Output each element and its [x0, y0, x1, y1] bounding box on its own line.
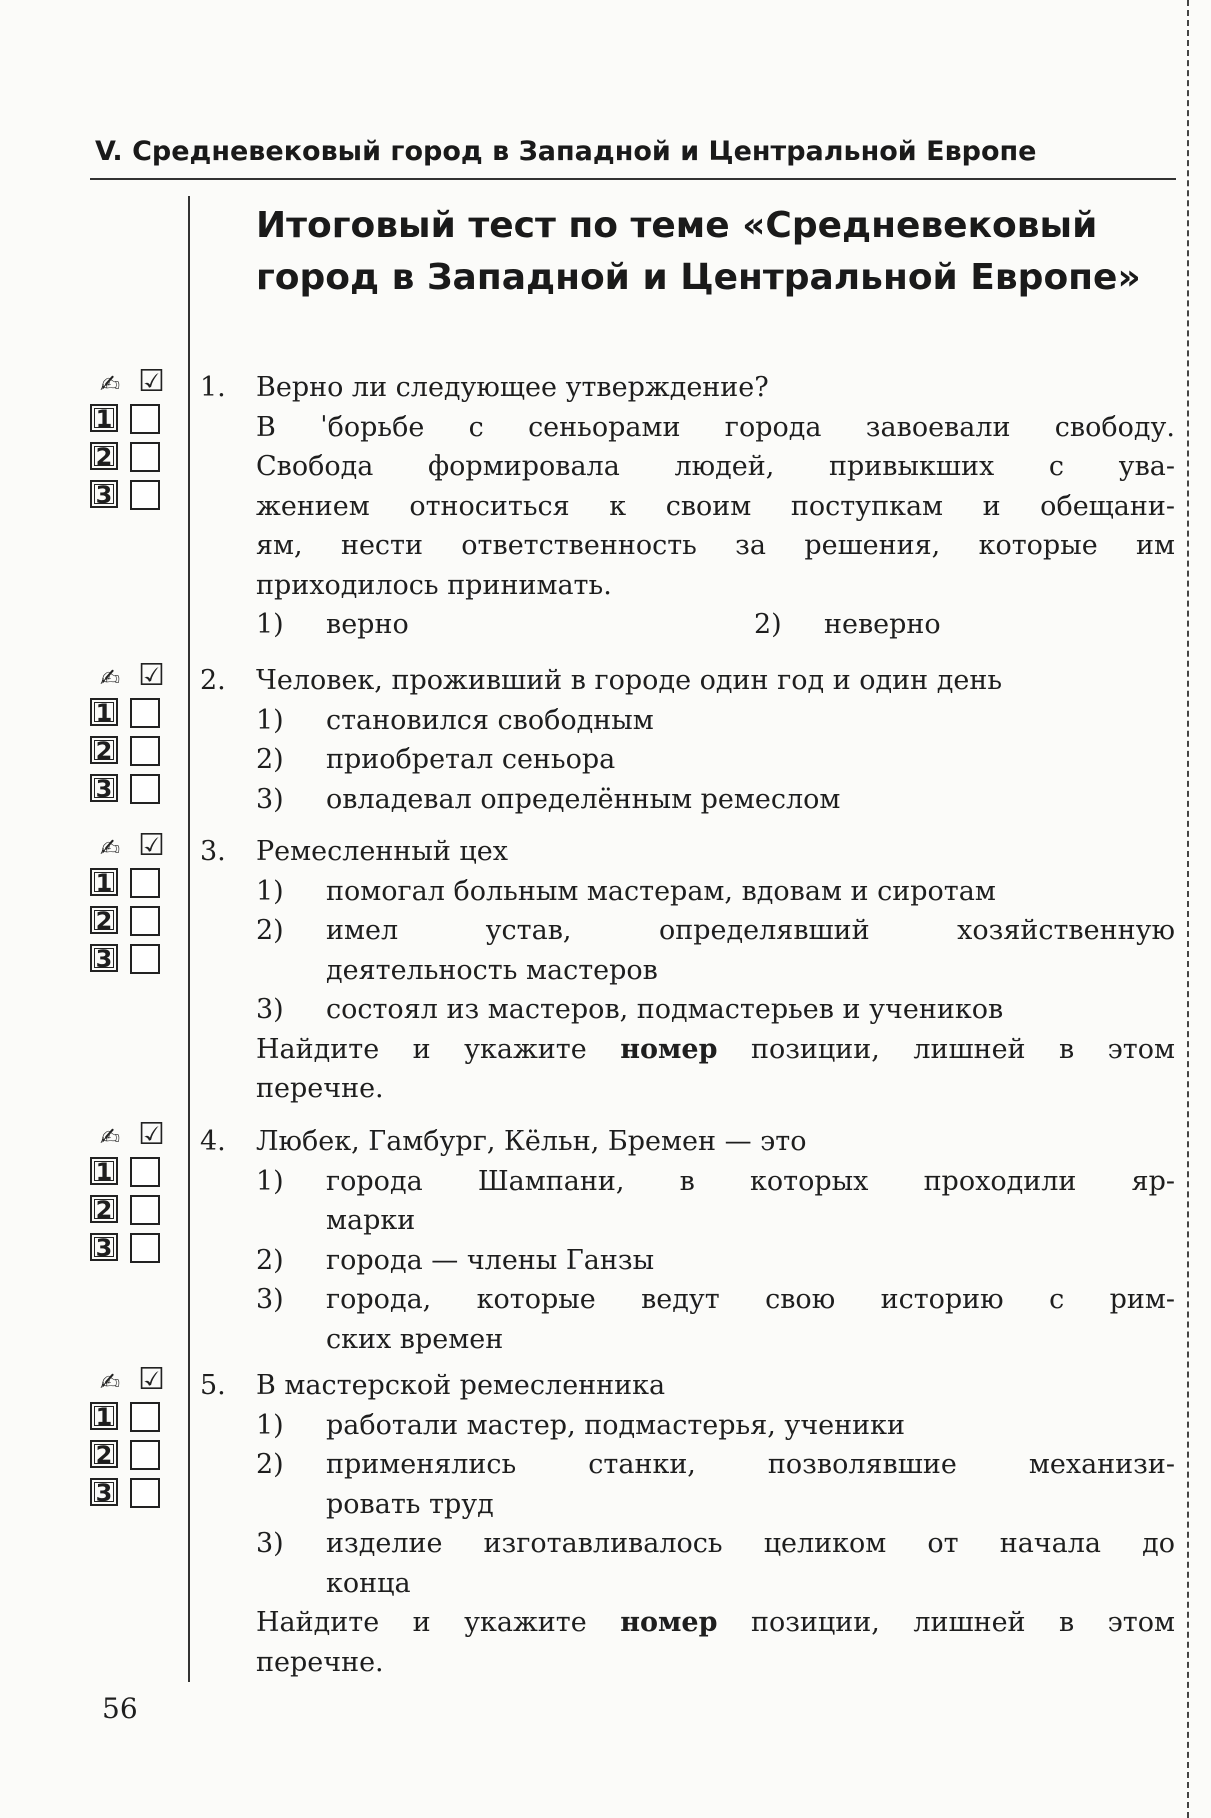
question-number: 2. [200, 665, 226, 696]
option-text: города, которые ведут свою историю с рим- [326, 1284, 1175, 1315]
question-4 [200, 1122, 1175, 1359]
question-stem: Любек, Гамбург, Кёльн, Бремен — это [256, 1126, 807, 1157]
question-text: В ˈборьбе с сеньорами города завоевали свободу. [256, 411, 1175, 443]
option-text: верно [326, 609, 409, 640]
instruction-text: перечне. [256, 1646, 384, 1678]
instruction-text: Найдите и укажите номер позиции, лишней в этом [256, 1033, 1175, 1065]
question-text: приходилось принимать. [256, 569, 612, 601]
test-title [256, 200, 1176, 304]
pencil-icon: ✍ [100, 834, 121, 862]
option-number: 2) [256, 744, 284, 775]
answer-box-label: 1 [90, 868, 118, 896]
option-number: 1) [256, 1165, 284, 1197]
option-number: 1) [256, 875, 284, 907]
cut-line [1187, 0, 1189, 1818]
question-number: 5. [200, 1370, 226, 1401]
checkbox-checked-icon: ☑ [138, 1362, 165, 1397]
option-text: имел устав, определявший хозяйственную [326, 915, 1175, 946]
answer-box-label: 3 [90, 774, 118, 802]
answer-box-label: 2 [90, 906, 118, 934]
option-text: ровать труд [326, 1488, 494, 1520]
answer-box-label: 1 [90, 698, 118, 726]
answer-box[interactable] [130, 404, 160, 434]
option-text: приобретал сеньора [326, 744, 616, 775]
answer-box-label: 2 [90, 442, 118, 470]
answer-box-label: 3 [90, 944, 118, 972]
answer-marks-q2 [90, 658, 174, 808]
question-stem: В мастерской ремесленника [256, 1370, 666, 1401]
answer-box-label: 3 [90, 1233, 118, 1261]
answer-box[interactable] [130, 698, 160, 728]
answer-box-label: 2 [90, 736, 118, 764]
checkbox-checked-icon: ☑ [138, 364, 165, 399]
option-text: неверно [824, 609, 941, 640]
option-text: города Шампани, в которых проходили яр- [326, 1165, 1175, 1197]
option-number: 3) [256, 994, 284, 1025]
test-title-line-2: город в Западной и Центральной Европе» [256, 257, 1141, 298]
option-text: помогал больным мастерам, вдовам и сиротам [326, 875, 996, 907]
pencil-icon: ✍ [100, 1123, 121, 1151]
option-number: 1) [256, 1409, 284, 1441]
instruction-text: Найдите и укажите номер позиции, лишней в этом [256, 1607, 1175, 1638]
answer-box[interactable] [130, 1478, 160, 1508]
option-text: состоял из мастеров, подмастерьев и учеников [326, 994, 1004, 1025]
answer-box-label: 2 [90, 1195, 118, 1223]
instruction-text: перечне. [256, 1073, 384, 1104]
question-stem: Человек, проживший в городе один год и один день [256, 665, 1003, 696]
margin-divider [188, 196, 190, 1682]
option-text: изделие изготавливалось целиком от начала до [326, 1528, 1175, 1559]
question-5 [200, 1366, 1175, 1682]
answer-box-label: 2 [90, 1440, 118, 1468]
question-text: ям, нести ответственность за решения, которые им [256, 530, 1175, 561]
answer-box[interactable] [130, 1233, 160, 1263]
answer-box[interactable] [130, 906, 160, 936]
answer-box[interactable] [130, 442, 160, 472]
header-divider [90, 178, 1176, 180]
pencil-icon: ✍ [100, 370, 121, 398]
answer-box[interactable] [130, 1195, 160, 1225]
answer-box-label: 1 [90, 1157, 118, 1185]
question-stem: Верно ли следующее утверждение? [256, 372, 769, 403]
test-title-line-1: Итоговый тест по теме «Средневековый [256, 205, 1098, 246]
answer-marks-q1 [90, 364, 174, 514]
option-text: овладевал определённым ремеслом [326, 783, 841, 815]
pencil-icon: ✍ [100, 664, 121, 692]
answer-box[interactable] [130, 1157, 160, 1187]
option-number: 1) [256, 609, 284, 640]
section-header: V. Средневековый город в Западной и Центральной Европе [95, 136, 1037, 167]
question-number: 4. [200, 1126, 226, 1157]
option-number: 2) [256, 1449, 284, 1480]
answer-box[interactable] [130, 1402, 160, 1432]
answer-box-label: 3 [90, 1478, 118, 1506]
answer-marks-q3 [90, 828, 174, 978]
answer-box-label: 3 [90, 480, 118, 508]
option-number: 2) [256, 915, 284, 946]
option-number: 3) [256, 1284, 284, 1315]
option-number: 3) [256, 1528, 284, 1559]
question-1 [200, 368, 1175, 645]
answer-box[interactable] [130, 868, 160, 898]
option-text: конца [326, 1567, 411, 1599]
answer-box[interactable] [130, 480, 160, 510]
option-text: деятельность мастеров [326, 954, 658, 986]
answer-marks-q5 [90, 1362, 174, 1512]
option-number: 1) [256, 704, 284, 736]
option-text: применялись станки, позволявшие механизи- [326, 1449, 1175, 1480]
answer-box[interactable] [130, 944, 160, 974]
answer-box[interactable] [130, 774, 160, 804]
checkbox-checked-icon: ☑ [138, 658, 165, 693]
answer-marks-q4 [90, 1117, 174, 1267]
answer-box-label: 1 [90, 1402, 118, 1430]
question-number: 1. [200, 372, 226, 403]
option-number: 2) [754, 609, 782, 640]
checkbox-checked-icon: ☑ [138, 828, 165, 863]
question-number: 3. [200, 836, 226, 867]
option-text: работали мастер, подмастерья, ученики [326, 1409, 906, 1441]
page-number: 56 [102, 1692, 138, 1725]
question-2 [200, 661, 1175, 819]
option-text: ских времен [326, 1323, 504, 1355]
option-text: марки [326, 1205, 416, 1236]
option-text: становился свободным [326, 704, 654, 736]
question-text: Свобода формировала людей, привыкших с ува- [256, 451, 1175, 482]
option-text: города — члены Ганзы [326, 1244, 655, 1276]
answer-box[interactable] [130, 1440, 160, 1470]
pencil-icon: ✍ [100, 1368, 121, 1396]
answer-box[interactable] [130, 736, 160, 766]
option-number: 2) [256, 1244, 284, 1276]
question-text: жением относиться к своим поступкам и обещани- [256, 490, 1175, 522]
question-3 [200, 832, 1175, 1109]
question-stem: Ремесленный цех [256, 836, 509, 867]
answer-box-label: 1 [90, 404, 118, 432]
checkbox-checked-icon: ☑ [138, 1117, 165, 1152]
option-number: 3) [256, 783, 284, 815]
